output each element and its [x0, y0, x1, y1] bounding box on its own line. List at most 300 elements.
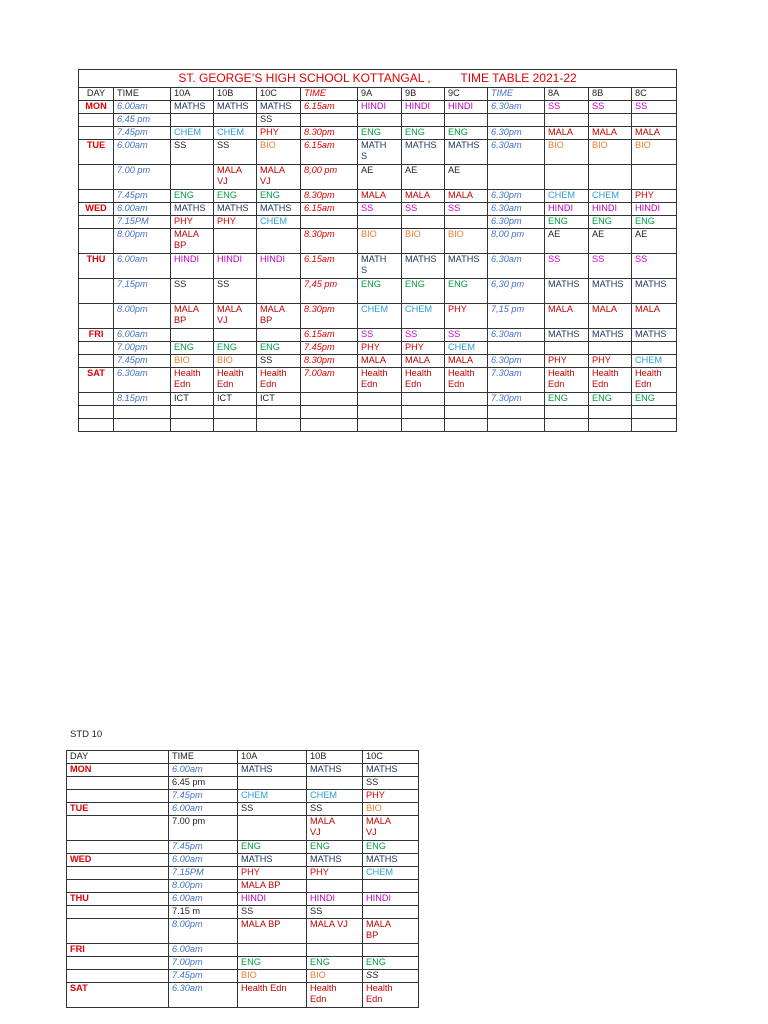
time-cell: 6.00am: [114, 203, 171, 216]
time-cell: 7.45pm: [114, 127, 171, 140]
time-cell: 6.30am: [488, 203, 545, 216]
subject-cell: PHY: [238, 867, 307, 880]
table-row: [79, 279, 677, 304]
subject-cell: SS: [171, 279, 214, 304]
subject-cell: MALA: [358, 190, 402, 203]
subject-cell: [358, 114, 402, 127]
subject-cell: ENG: [445, 127, 488, 140]
time-cell: 7.30am: [488, 368, 545, 393]
subject-cell: ENG: [238, 957, 307, 970]
time-cell: 6.00am: [114, 101, 171, 114]
table-row: [79, 304, 677, 329]
time-cell: 6.30pm: [488, 355, 545, 368]
time-cell: 7.00pm: [169, 957, 238, 970]
subject-cell: MALA BP: [238, 880, 307, 893]
subject-cell: CHEM: [632, 355, 677, 368]
day-cell: [67, 867, 169, 880]
subject-cell: HINDI: [358, 101, 402, 114]
subject-cell: Health Edn: [632, 368, 677, 393]
time-cell: 6.00am: [169, 764, 238, 777]
time-cell: 8.30pm: [301, 229, 358, 254]
time-cell: 7,45 pm: [301, 279, 358, 304]
subject-cell: [402, 406, 445, 419]
time-cell: 8.30pm: [301, 190, 358, 203]
table-row: [79, 393, 677, 406]
subject-cell: Health Edn: [445, 368, 488, 393]
time-cell: [301, 393, 358, 406]
table-row: [67, 970, 419, 983]
time-cell: 7,15pm: [114, 279, 171, 304]
subject-cell: BIO: [214, 355, 257, 368]
subject-cell: [171, 419, 214, 432]
day-cell: SAT: [67, 983, 169, 1008]
day-cell: [79, 190, 114, 203]
table-row: [79, 114, 677, 127]
time-cell: 7.00am: [301, 368, 358, 393]
subject-cell: MALA: [402, 355, 445, 368]
subject-cell: ENG: [358, 279, 402, 304]
subject-cell: SS: [363, 777, 419, 790]
table-row: [79, 140, 677, 165]
day-cell: [79, 127, 114, 140]
subject-cell: MALA: [445, 190, 488, 203]
time-cell: [488, 114, 545, 127]
subject-cell: ENG: [307, 841, 363, 854]
time-cell: 8.00pm: [169, 919, 238, 944]
subject-cell: AE: [445, 165, 488, 190]
time-cell: 8.00pm: [114, 229, 171, 254]
table-row: [67, 854, 419, 867]
subject-cell: CHEM: [257, 216, 301, 229]
subject-cell: SS: [632, 101, 677, 114]
subject-cell: [402, 114, 445, 127]
subject-cell: ENG: [402, 279, 445, 304]
subject-cell: [171, 329, 214, 342]
table-row: [67, 777, 419, 790]
time-cell: 6.15am: [301, 329, 358, 342]
subject-cell: BIO: [257, 140, 301, 165]
subject-cell: SS: [307, 906, 363, 919]
day-cell: [79, 304, 114, 329]
day-cell: SAT: [79, 368, 114, 393]
time-cell: 6.30am: [488, 254, 545, 279]
time-cell: 6.00am: [114, 254, 171, 279]
subject-cell: [307, 777, 363, 790]
table-row: [67, 867, 419, 880]
time-cell: [301, 216, 358, 229]
subject-cell: BIO: [632, 140, 677, 165]
subject-cell: MATH S: [358, 140, 402, 165]
subject-cell: PHY: [445, 304, 488, 329]
day-cell: THU: [67, 893, 169, 906]
header-cell: TIME: [488, 88, 545, 101]
subject-cell: MATHS: [238, 764, 307, 777]
subject-cell: SS: [545, 101, 589, 114]
table-row: [79, 368, 677, 393]
subject-cell: [238, 777, 307, 790]
subject-cell: MATHS: [238, 854, 307, 867]
subject-cell: SS: [358, 203, 402, 216]
subject-cell: HINDI: [632, 203, 677, 216]
subject-cell: [171, 406, 214, 419]
subject-cell: SS: [171, 140, 214, 165]
day-cell: [67, 919, 169, 944]
day-cell: [79, 355, 114, 368]
subject-cell: CHEM: [214, 127, 257, 140]
subject-cell: MATHS: [632, 279, 677, 304]
subject-cell: [214, 229, 257, 254]
table-row: [79, 329, 677, 342]
subject-cell: SS: [545, 254, 589, 279]
subject-cell: MALA: [589, 304, 632, 329]
day-cell: WED: [67, 854, 169, 867]
subject-cell: SS: [402, 329, 445, 342]
day-cell: [67, 957, 169, 970]
subject-cell: SS: [632, 254, 677, 279]
table-row: [79, 101, 677, 114]
time-cell: 6.15am: [301, 254, 358, 279]
table-row: [79, 406, 677, 419]
subject-cell: BIO: [171, 355, 214, 368]
subject-cell: [257, 406, 301, 419]
subject-cell: CHEM: [545, 190, 589, 203]
subject-cell: [214, 419, 257, 432]
subject-cell: PHY: [545, 355, 589, 368]
subject-cell: ENG: [214, 190, 257, 203]
subject-cell: MATHS: [402, 140, 445, 165]
subject-cell: MATHS: [445, 254, 488, 279]
subject-cell: MALA BP: [171, 304, 214, 329]
day-cell: FRI: [79, 329, 114, 342]
subject-cell: [238, 944, 307, 957]
subject-cell: [632, 342, 677, 355]
subject-cell: MALA: [632, 127, 677, 140]
subject-cell: [545, 342, 589, 355]
time-cell: 8.15pm: [114, 393, 171, 406]
table-row: [67, 764, 419, 777]
table-row: [67, 983, 419, 1008]
header-cell: 9C: [445, 88, 488, 101]
time-cell: 7,15 pm: [488, 304, 545, 329]
subject-cell: [363, 944, 419, 957]
table-row: [67, 816, 419, 841]
header-cell: 10A: [238, 751, 307, 764]
subject-cell: MALA: [358, 355, 402, 368]
subject-cell: MATHS: [445, 140, 488, 165]
std10-label: STD 10: [70, 729, 103, 740]
subject-cell: MATHS: [545, 329, 589, 342]
subject-cell: SS: [589, 254, 632, 279]
time-cell: 6.00am: [169, 854, 238, 867]
subject-cell: ENG: [171, 342, 214, 355]
subject-cell: HINDI: [214, 254, 257, 279]
table-row: [79, 190, 677, 203]
subject-cell: MALA: [545, 127, 589, 140]
time-cell: 6.30am: [488, 101, 545, 114]
subject-cell: MALA VJ: [214, 304, 257, 329]
subject-cell: ICT: [257, 393, 301, 406]
subject-cell: MALA BP: [257, 304, 301, 329]
subject-cell: SS: [307, 803, 363, 816]
subject-cell: ENG: [358, 127, 402, 140]
subject-cell: [307, 944, 363, 957]
table-row: [67, 957, 419, 970]
time-cell: 7.45pm: [169, 790, 238, 803]
subject-cell: MALA: [589, 127, 632, 140]
day-cell: [79, 114, 114, 127]
time-cell: 6,30 pm: [488, 279, 545, 304]
time-cell: 7.00 pm: [114, 165, 171, 190]
time-cell: [301, 419, 358, 432]
subject-cell: [257, 279, 301, 304]
subject-cell: MATHS: [257, 203, 301, 216]
subject-cell: [214, 114, 257, 127]
subject-cell: HINDI: [257, 254, 301, 279]
subject-cell: MALA VJ: [214, 165, 257, 190]
day-cell: [67, 790, 169, 803]
time-cell: 6.30am: [169, 983, 238, 1008]
subject-cell: BIO: [363, 803, 419, 816]
header-cell: 10B: [214, 88, 257, 101]
subject-cell: HINDI: [363, 893, 419, 906]
subject-cell: [238, 816, 307, 841]
time-cell: 6.00am: [114, 140, 171, 165]
time-cell: 6.30am: [488, 140, 545, 165]
subject-cell: MALA: [402, 190, 445, 203]
header-cell: 8A: [545, 88, 589, 101]
time-cell: 6.15am: [301, 203, 358, 216]
time-cell: 6.15am: [301, 140, 358, 165]
time-cell: 8.00pm: [114, 304, 171, 329]
subject-cell: MATHS: [214, 101, 257, 114]
subject-cell: CHEM: [445, 342, 488, 355]
subject-cell: Health Edn: [589, 368, 632, 393]
subject-cell: SS: [445, 329, 488, 342]
subject-cell: [402, 419, 445, 432]
header-cell: DAY: [67, 751, 169, 764]
subject-cell: HINDI: [545, 203, 589, 216]
subject-cell: SS: [238, 803, 307, 816]
subject-cell: ENG: [257, 190, 301, 203]
day-cell: [79, 216, 114, 229]
subject-cell: [632, 165, 677, 190]
time-cell: 6.00am: [169, 893, 238, 906]
time-cell: 6.00am: [169, 803, 238, 816]
subject-cell: SS: [257, 355, 301, 368]
header-cell: 9A: [358, 88, 402, 101]
main-timetable: [78, 69, 677, 432]
time-cell: 6.45 pm: [169, 777, 238, 790]
subject-cell: [257, 329, 301, 342]
subject-cell: [545, 165, 589, 190]
table-row: [79, 203, 677, 216]
subject-cell: HINDI: [307, 893, 363, 906]
time-cell: 7.45pm: [169, 970, 238, 983]
subject-cell: HINDI: [402, 101, 445, 114]
time-cell: 6.30am: [114, 368, 171, 393]
day-cell: TUE: [67, 803, 169, 816]
subject-cell: [545, 406, 589, 419]
subject-cell: MATHS: [363, 764, 419, 777]
subject-cell: ENG: [238, 841, 307, 854]
table-row: [67, 880, 419, 893]
time-cell: 7.45pm: [301, 342, 358, 355]
subject-cell: MALA: [545, 304, 589, 329]
subject-cell: Health Edn: [171, 368, 214, 393]
time-cell: 7.15PM: [114, 216, 171, 229]
subject-cell: MATHS: [589, 279, 632, 304]
time-cell: 7.45pm: [114, 355, 171, 368]
subject-cell: ENG: [445, 279, 488, 304]
header-cell: 8B: [589, 88, 632, 101]
subject-cell: [402, 393, 445, 406]
subject-cell: Health Edn: [238, 983, 307, 1008]
table-row: [67, 790, 419, 803]
subject-cell: AE: [545, 229, 589, 254]
subject-cell: MATHS: [307, 764, 363, 777]
time-cell: [114, 419, 171, 432]
subject-cell: MATHS: [171, 203, 214, 216]
subject-cell: BIO: [402, 229, 445, 254]
subject-cell: MATHS: [402, 254, 445, 279]
header-cell: 8C: [632, 88, 677, 101]
subject-cell: Health Edn: [402, 368, 445, 393]
subject-cell: MATHS: [307, 854, 363, 867]
subject-cell: [402, 216, 445, 229]
subject-cell: ENG: [589, 216, 632, 229]
time-cell: [488, 342, 545, 355]
subject-cell: [358, 406, 402, 419]
subject-cell: ENG: [214, 342, 257, 355]
time-cell: 6.30pm: [488, 216, 545, 229]
day-cell: [67, 841, 169, 854]
subject-cell: ICT: [171, 393, 214, 406]
subject-cell: AE: [632, 229, 677, 254]
time-cell: 7.15PM: [169, 867, 238, 880]
time-cell: 7.45pm: [169, 841, 238, 854]
subject-cell: PHY: [171, 216, 214, 229]
day-cell: [67, 777, 169, 790]
header-cell: 10C: [257, 88, 301, 101]
subject-cell: HINDI: [171, 254, 214, 279]
time-cell: [488, 406, 545, 419]
subject-cell: MALA VJ: [307, 816, 363, 841]
subject-cell: CHEM: [363, 867, 419, 880]
subject-cell: MALA: [445, 355, 488, 368]
subject-cell: [358, 393, 402, 406]
time-cell: 8.30pm: [301, 355, 358, 368]
time-cell: [301, 114, 358, 127]
time-cell: 6,45 pm: [114, 114, 171, 127]
time-cell: [114, 406, 171, 419]
subject-cell: [445, 406, 488, 419]
subject-cell: PHY: [363, 790, 419, 803]
time-cell: [301, 406, 358, 419]
subject-cell: MATHS: [545, 279, 589, 304]
subject-cell: PHY: [307, 867, 363, 880]
subject-cell: [257, 419, 301, 432]
subject-cell: PHY: [257, 127, 301, 140]
time-cell: 6.30pm: [488, 127, 545, 140]
subject-cell: [171, 114, 214, 127]
subject-cell: ENG: [402, 127, 445, 140]
std10-timetable: [66, 750, 419, 1008]
time-cell: 6.15am: [301, 101, 358, 114]
subject-cell: PHY: [214, 216, 257, 229]
time-cell: 8.30pm: [301, 127, 358, 140]
subject-cell: Health Edn: [363, 983, 419, 1008]
table-row: [79, 229, 677, 254]
subject-cell: [545, 419, 589, 432]
subject-cell: ENG: [545, 393, 589, 406]
subject-cell: SS: [363, 970, 419, 983]
subject-cell: CHEM: [307, 790, 363, 803]
subject-cell: MALA BP: [171, 229, 214, 254]
subject-cell: PHY: [402, 342, 445, 355]
subject-cell: [171, 165, 214, 190]
subject-cell: [589, 419, 632, 432]
subject-cell: PHY: [358, 342, 402, 355]
day-cell: [67, 816, 169, 841]
subject-cell: Health Edn: [358, 368, 402, 393]
subject-cell: HINDI: [238, 893, 307, 906]
subject-cell: SS: [358, 329, 402, 342]
time-cell: 8.00pm: [169, 880, 238, 893]
subject-cell: [363, 906, 419, 919]
subject-cell: SS: [589, 101, 632, 114]
subject-cell: ENG: [307, 957, 363, 970]
subject-cell: CHEM: [238, 790, 307, 803]
subject-cell: ENG: [363, 841, 419, 854]
table-row: [79, 342, 677, 355]
time-cell: [488, 419, 545, 432]
day-cell: [79, 165, 114, 190]
day-cell: MON: [79, 101, 114, 114]
time-cell: 7.00pm: [114, 342, 171, 355]
subject-cell: BIO: [358, 229, 402, 254]
subject-cell: BIO: [545, 140, 589, 165]
day-cell: [79, 419, 114, 432]
day-cell: [67, 970, 169, 983]
subject-cell: ENG: [257, 342, 301, 355]
day-cell: [79, 229, 114, 254]
subject-cell: CHEM: [589, 190, 632, 203]
subject-cell: PHY: [589, 355, 632, 368]
subject-cell: MATHS: [363, 854, 419, 867]
time-cell: 6.00am: [169, 944, 238, 957]
subject-cell: MATHS: [214, 203, 257, 216]
header-cell: 10B: [307, 751, 363, 764]
day-cell: [79, 406, 114, 419]
subject-cell: Health Edn: [545, 368, 589, 393]
subject-cell: MALA VJ: [307, 919, 363, 944]
time-cell: [488, 165, 545, 190]
table-row: [67, 919, 419, 944]
subject-cell: MATHS: [632, 329, 677, 342]
time-cell: 8.30pm: [301, 304, 358, 329]
subject-cell: Health Edn: [257, 368, 301, 393]
subject-cell: Health Edn: [214, 368, 257, 393]
subject-cell: MALA BP: [363, 919, 419, 944]
subject-cell: Health Edn: [307, 983, 363, 1008]
day-cell: MON: [67, 764, 169, 777]
subject-cell: [445, 419, 488, 432]
subject-cell: [445, 216, 488, 229]
subject-cell: MATHS: [589, 329, 632, 342]
table-row: [67, 841, 419, 854]
subject-cell: MATHS: [257, 101, 301, 114]
subject-cell: [589, 114, 632, 127]
